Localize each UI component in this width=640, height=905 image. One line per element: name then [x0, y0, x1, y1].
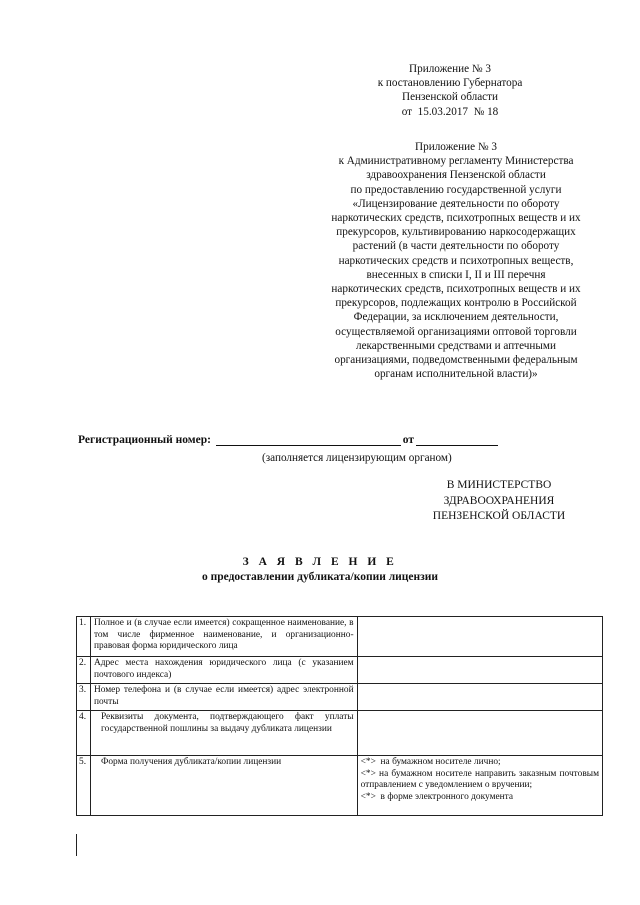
recipient-block [410, 478, 588, 525]
registration-date-label: от [402, 434, 415, 446]
annex-regulation-line: наркотических средств и психотропных веществ, [338, 254, 574, 267]
registration-date-field[interactable] [416, 433, 498, 446]
annex-regulation-line: Приложение № 3 [415, 141, 497, 153]
annex-regulation-line: Федерации, за исключением деятельности, [353, 311, 559, 324]
recipient-line: ПЕНЗЕНСКОЙ ОБЛАСТИ [432, 510, 566, 522]
annex-regulation-line: «Лицензирование деятельности по обороту [352, 197, 560, 210]
registration-number-field[interactable] [216, 433, 401, 446]
recipient-line: ЗДРАВООХРАНЕНИЯ [443, 494, 555, 507]
contact-field[interactable] [357, 684, 602, 711]
annex-regulation [306, 140, 606, 381]
annex-regulation-line: осуществляемой организациями оптовой торговли [335, 325, 577, 338]
annex-header-line: от 15.03.2017 № 18 [401, 105, 499, 118]
annex-regulation-line: лекарственными средствами и аптечными [355, 339, 556, 352]
document-title: З А Я В Л Е Н И Е [242, 556, 398, 568]
annex-regulation-line: наркотических средств, психотропных веществ и их [331, 283, 581, 296]
option-paper-by-mail[interactable]: <*> на бумажном носителе направить заказным почтовым отправлением с уведомлением о вручении; [360, 768, 599, 791]
option-electronic[interactable]: <*> в форме электронного документа [360, 791, 514, 802]
recipient-line: В МИНИСТЕРСТВО [446, 479, 552, 491]
annex-regulation-line: организациями, подведомственными федеральным [334, 354, 578, 367]
row-number: 2. [77, 657, 91, 684]
row-number: 3. [77, 684, 91, 711]
row-label: Полное и (в случае если имеется) сокращенное наименование, в том числе фирменное наименование, и организационно-правовая форма юридического лица [90, 617, 357, 657]
organization-name-field[interactable] [357, 617, 602, 657]
row-number: 5. [77, 756, 91, 816]
table-continuation-border [76, 834, 77, 856]
table-row [77, 657, 603, 684]
row-label: Реквизиты документа, подтверждающего факт уплаты государственной пошлины за выдачу дубликата лицензии [90, 711, 357, 756]
annex-header-line: к постановлению Губернатора [377, 77, 523, 90]
table-row [77, 711, 603, 756]
annex-header [320, 62, 580, 119]
annex-regulation-line: внесенных в списки I, II и III перечня [366, 268, 546, 281]
annex-regulation-line: органам исполнительной власти)» [374, 368, 538, 381]
row-label: Номер телефона и (в случае если имеется) адрес электронной почты [90, 684, 357, 711]
annex-header-line: Приложение № 3 [409, 63, 491, 75]
annex-regulation-line: наркотических средств, психотропных веществ и их [331, 212, 581, 225]
row-number: 1. [77, 617, 91, 657]
row-label: Адрес места нахождения юридического лица (с указанием почтового индекса) [90, 657, 357, 684]
delivery-form-options [357, 756, 602, 816]
application-form-table [76, 616, 603, 816]
registration-number-label: Регистрационный номер: [78, 434, 211, 446]
option-paper-in-person[interactable]: <*> на бумажном носителе лично; [360, 757, 501, 767]
registration-line [78, 433, 498, 446]
annex-regulation-line: прекурсоров, подлежащих контролю в Российской [335, 297, 577, 310]
annex-regulation-line: к Административному регламенту Министерства [338, 155, 574, 168]
document-subtitle: о предоставлении дубликата/копии лицензии [201, 571, 439, 583]
row-number: 4. [77, 711, 91, 756]
annex-regulation-line: по предоставлению государственной услуги [350, 183, 562, 196]
table-row [77, 756, 603, 816]
row-label: Форма получения дубликата/копии лицензии [90, 756, 357, 816]
annex-regulation-line: прекурсоров, культивированию наркосодержащих [336, 226, 576, 239]
annex-header-line: Пензенской области [401, 91, 498, 104]
table-row [77, 684, 603, 711]
payment-details-field[interactable] [357, 711, 602, 756]
registration-note: (заполняется лицензирующим органом) [262, 452, 452, 464]
annex-regulation-line: здравоохранения Пензенской области [366, 169, 546, 182]
annex-regulation-line: растений (в части деятельности по обороту [352, 240, 560, 253]
address-field[interactable] [357, 657, 602, 684]
table-row [77, 617, 603, 657]
